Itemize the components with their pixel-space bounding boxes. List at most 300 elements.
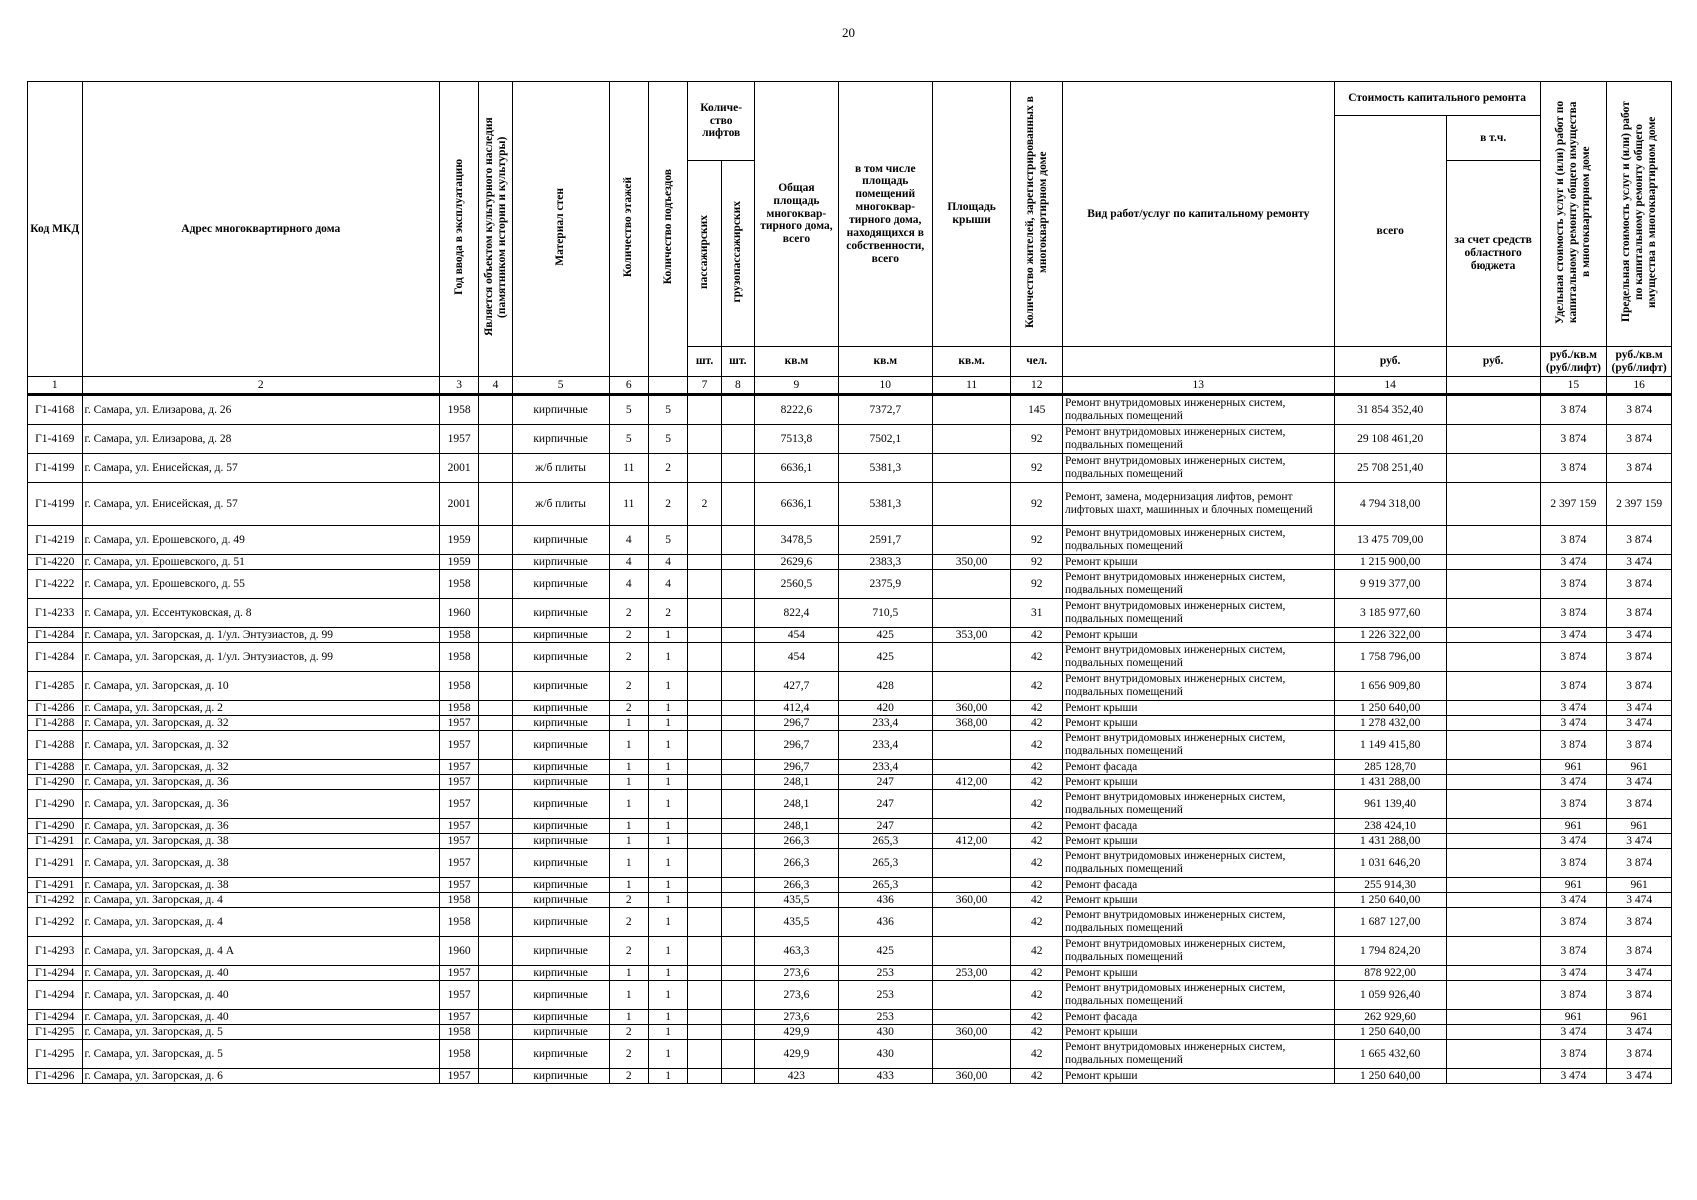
cell-lifts-passenger: 2 xyxy=(688,483,721,526)
cell-lifts-passenger xyxy=(688,878,721,893)
cell-lifts-cargo xyxy=(721,760,754,775)
table-row xyxy=(28,454,1672,483)
cell-cost-total: 878 922,00 xyxy=(1334,966,1446,981)
cell-residents: 42 xyxy=(1011,1025,1063,1040)
cell-area-total: 2560,5 xyxy=(755,570,839,599)
cell-lifts-passenger xyxy=(688,672,721,701)
cell-walls: кирпичные xyxy=(512,849,609,878)
unit-area-owned: кв.м xyxy=(838,347,932,377)
cell-area-owned: 425 xyxy=(838,937,932,966)
cell-area-owned: 425 xyxy=(838,643,932,672)
cell-address: г. Самара, ул. Загорская, д. 6 xyxy=(82,1069,439,1084)
page-number: 20 xyxy=(842,25,855,40)
col-number: 8 xyxy=(721,377,754,395)
cell-unit-cost: 3 874 xyxy=(1540,937,1607,966)
col-header-kod: Код МКД xyxy=(28,82,83,377)
cell-year: 1957 xyxy=(439,819,478,834)
cell-heritage xyxy=(479,1069,512,1084)
col-header-area-owned: в том числе площадь помещений многоквар-тирного дома, находящихся в собственности, всего xyxy=(838,82,932,347)
cell-entrances: 5 xyxy=(648,526,687,555)
cell-lifts-cargo xyxy=(721,599,754,628)
cell-work-type: Ремонт крыши xyxy=(1062,966,1334,981)
cell-kod: Г1-4199 xyxy=(28,454,83,483)
cell-roof-area: 350,00 xyxy=(932,555,1011,570)
cell-work-type: Ремонт внутридомовых инженерных систем, подвальных помещений xyxy=(1062,908,1334,937)
cell-kod: Г1-4290 xyxy=(28,790,83,819)
cell-year: 1959 xyxy=(439,555,478,570)
cell-cost-total: 238 424,10 xyxy=(1334,819,1446,834)
cell-cost-total: 1 758 796,00 xyxy=(1334,643,1446,672)
cell-entrances: 1 xyxy=(648,981,687,1010)
cell-work-type: Ремонт крыши xyxy=(1062,1069,1334,1084)
cell-roof-area xyxy=(932,908,1011,937)
cell-area-owned: 420 xyxy=(838,701,932,716)
cell-work-type: Ремонт, замена, модернизация лифтов, ремонт лифтовых шахт, машинных и блочных помещений xyxy=(1062,483,1334,526)
cell-year: 1958 xyxy=(439,893,478,908)
table-row xyxy=(28,908,1672,937)
cell-area-total: 2629,6 xyxy=(755,555,839,570)
cell-unit-cost: 961 xyxy=(1540,819,1607,834)
cell-kod: Г1-4288 xyxy=(28,760,83,775)
cell-unit-cost: 3 874 xyxy=(1540,570,1607,599)
cell-kod: Г1-4219 xyxy=(28,526,83,555)
cell-roof-area xyxy=(932,599,1011,628)
cell-year: 2001 xyxy=(439,454,478,483)
cell-floors: 1 xyxy=(609,966,648,981)
cell-entrances: 1 xyxy=(648,775,687,790)
cell-unit-cost: 961 xyxy=(1540,760,1607,775)
cell-limit-cost: 3 474 xyxy=(1607,775,1672,790)
cell-cost-total: 255 914,30 xyxy=(1334,878,1446,893)
cell-lifts-passenger xyxy=(688,395,721,425)
cell-cost-total: 1 431 288,00 xyxy=(1334,834,1446,849)
cell-lifts-passenger xyxy=(688,790,721,819)
cell-area-owned: 7372,7 xyxy=(838,395,932,425)
cell-entrances: 1 xyxy=(648,834,687,849)
cell-cost-total: 1 278 432,00 xyxy=(1334,716,1446,731)
cell-roof-area xyxy=(932,760,1011,775)
cell-walls: кирпичные xyxy=(512,878,609,893)
cell-cost-region xyxy=(1446,555,1540,570)
cell-area-owned: 436 xyxy=(838,908,932,937)
cell-roof-area xyxy=(932,731,1011,760)
cell-work-type: Ремонт внутридомовых инженерных систем, подвальных помещений xyxy=(1062,849,1334,878)
cell-limit-cost: 3 474 xyxy=(1607,716,1672,731)
cell-year: 1957 xyxy=(439,775,478,790)
cell-residents: 92 xyxy=(1011,555,1063,570)
col-header-cost-total: всего xyxy=(1334,116,1446,347)
cell-heritage xyxy=(479,570,512,599)
cell-roof-area xyxy=(932,395,1011,425)
cell-lifts-passenger xyxy=(688,701,721,716)
table-row xyxy=(28,643,1672,672)
cell-limit-cost: 3 474 xyxy=(1607,701,1672,716)
cell-cost-total: 1 250 640,00 xyxy=(1334,1069,1446,1084)
cell-floors: 2 xyxy=(609,628,648,643)
table-row xyxy=(28,701,1672,716)
cell-floors: 2 xyxy=(609,893,648,908)
cell-cost-region xyxy=(1446,775,1540,790)
cell-heritage xyxy=(479,1025,512,1040)
cell-year: 1957 xyxy=(439,425,478,454)
cell-area-total: 273,6 xyxy=(755,966,839,981)
cell-unit-cost: 3 874 xyxy=(1540,526,1607,555)
cell-walls: кирпичные xyxy=(512,395,609,425)
cell-floors: 1 xyxy=(609,790,648,819)
cell-lifts-cargo xyxy=(721,790,754,819)
cell-cost-total: 1 149 415,80 xyxy=(1334,731,1446,760)
cell-kod: Г1-4291 xyxy=(28,878,83,893)
cell-year: 1958 xyxy=(439,628,478,643)
cell-cost-total: 25 708 251,40 xyxy=(1334,454,1446,483)
cell-lifts-passenger xyxy=(688,819,721,834)
cell-area-owned: 233,4 xyxy=(838,760,932,775)
cell-kod: Г1-4284 xyxy=(28,643,83,672)
cell-walls: кирпичные xyxy=(512,834,609,849)
cell-kod: Г1-4285 xyxy=(28,672,83,701)
cell-area-total: 454 xyxy=(755,643,839,672)
cell-heritage xyxy=(479,643,512,672)
unit-unit-cost: руб./кв.м (руб/лифт) xyxy=(1540,347,1607,377)
cell-walls: кирпичные xyxy=(512,819,609,834)
cell-address: г. Самара, ул. Загорская, д. 36 xyxy=(82,790,439,819)
cell-unit-cost: 3 474 xyxy=(1540,628,1607,643)
cell-unit-cost: 3 474 xyxy=(1540,1025,1607,1040)
unit-residents: чел. xyxy=(1011,347,1063,377)
cell-area-owned: 2591,7 xyxy=(838,526,932,555)
cell-cost-region xyxy=(1446,526,1540,555)
cell-floors: 1 xyxy=(609,834,648,849)
cell-residents: 42 xyxy=(1011,1040,1063,1069)
cell-work-type: Ремонт фасада xyxy=(1062,760,1334,775)
cell-floors: 2 xyxy=(609,643,648,672)
cell-walls: кирпичные xyxy=(512,775,609,790)
cell-limit-cost: 3 474 xyxy=(1607,628,1672,643)
cell-limit-cost: 3 874 xyxy=(1607,425,1672,454)
cell-limit-cost: 961 xyxy=(1607,760,1672,775)
cell-address: г. Самара, ул. Загорская, д. 32 xyxy=(82,731,439,760)
cell-cost-total: 9 919 377,00 xyxy=(1334,570,1446,599)
cell-work-type: Ремонт внутридомовых инженерных систем, подвальных помещений xyxy=(1062,1040,1334,1069)
cell-cost-region xyxy=(1446,731,1540,760)
cell-cost-total: 1 250 640,00 xyxy=(1334,701,1446,716)
cell-address: г. Самара, ул. Загорская, д. 4 xyxy=(82,893,439,908)
cell-lifts-passenger xyxy=(688,1025,721,1040)
cell-floors: 5 xyxy=(609,395,648,425)
cell-unit-cost: 961 xyxy=(1540,1010,1607,1025)
cell-lifts-passenger xyxy=(688,570,721,599)
cell-lifts-cargo xyxy=(721,775,754,790)
cell-area-owned: 430 xyxy=(838,1040,932,1069)
col-number: 15 xyxy=(1540,377,1607,395)
cell-limit-cost: 3 874 xyxy=(1607,454,1672,483)
cell-heritage xyxy=(479,981,512,1010)
cell-area-total: 412,4 xyxy=(755,701,839,716)
cell-work-type: Ремонт внутридомовых инженерных систем, подвальных помещений xyxy=(1062,599,1334,628)
table-row xyxy=(28,981,1672,1010)
cell-area-owned: 253 xyxy=(838,1010,932,1025)
cell-work-type: Ремонт внутридомовых инженерных систем, подвальных помещений xyxy=(1062,526,1334,555)
cell-area-total: 266,3 xyxy=(755,834,839,849)
cell-work-type: Ремонт внутридомовых инженерных систем, подвальных помещений xyxy=(1062,454,1334,483)
cell-lifts-cargo xyxy=(721,966,754,981)
cell-entrances: 1 xyxy=(648,937,687,966)
cell-address: г. Самара, ул. Загорская, д. 32 xyxy=(82,760,439,775)
cell-walls: кирпичные xyxy=(512,643,609,672)
cell-floors: 2 xyxy=(609,672,648,701)
cell-address: г. Самара, ул. Загорская, д. 32 xyxy=(82,716,439,731)
cell-cost-total: 1 431 288,00 xyxy=(1334,775,1446,790)
cell-floors: 1 xyxy=(609,819,648,834)
cell-cost-total: 1 059 926,40 xyxy=(1334,981,1446,1010)
table-row xyxy=(28,672,1672,701)
cell-year: 1958 xyxy=(439,672,478,701)
cell-work-type: Ремонт внутридомовых инженерных систем, подвальных помещений xyxy=(1062,643,1334,672)
cell-cost-region xyxy=(1446,893,1540,908)
cell-residents: 42 xyxy=(1011,716,1063,731)
cell-unit-cost: 3 474 xyxy=(1540,555,1607,570)
cell-year: 1958 xyxy=(439,395,478,425)
table-row xyxy=(28,966,1672,981)
col-header-walls: Материал стен xyxy=(512,82,609,377)
col-number: 4 xyxy=(479,377,512,395)
cell-lifts-cargo xyxy=(721,425,754,454)
cell-entrances: 4 xyxy=(648,570,687,599)
cell-lifts-cargo xyxy=(721,628,754,643)
col-header-lifts-cargo: грузопассажирских xyxy=(721,161,754,347)
cell-year: 1957 xyxy=(439,716,478,731)
cell-area-total: 429,9 xyxy=(755,1040,839,1069)
cell-cost-region xyxy=(1446,672,1540,701)
cell-area-total: 6636,1 xyxy=(755,483,839,526)
cell-cost-region xyxy=(1446,701,1540,716)
cell-heritage xyxy=(479,425,512,454)
table-header xyxy=(28,82,1672,395)
cell-cost-region xyxy=(1446,599,1540,628)
cell-address: г. Самара, ул. Загорская, д. 4 xyxy=(82,908,439,937)
cell-area-total: 427,7 xyxy=(755,672,839,701)
cell-limit-cost: 3 874 xyxy=(1607,395,1672,425)
cell-lifts-passenger xyxy=(688,454,721,483)
col-header-cost-region: за счет средств областного бюджета xyxy=(1446,161,1540,347)
cell-roof-area xyxy=(932,643,1011,672)
col-number: 3 xyxy=(439,377,478,395)
cell-area-total: 266,3 xyxy=(755,849,839,878)
cell-address: г. Самара, ул. Загорская, д. 1/ул. Энтузиастов, д. 99 xyxy=(82,628,439,643)
cell-heritage xyxy=(479,893,512,908)
cell-entrances: 1 xyxy=(648,908,687,937)
cell-unit-cost: 3 474 xyxy=(1540,893,1607,908)
cell-cost-total: 31 854 352,40 xyxy=(1334,395,1446,425)
cell-area-total: 8222,6 xyxy=(755,395,839,425)
col-header-floors: Количество этажей xyxy=(609,82,648,377)
cell-lifts-cargo xyxy=(721,672,754,701)
cell-area-total: 273,6 xyxy=(755,981,839,1010)
cell-area-owned: 425 xyxy=(838,628,932,643)
cell-area-owned: 247 xyxy=(838,790,932,819)
cell-entrances: 1 xyxy=(648,878,687,893)
cell-limit-cost: 3 874 xyxy=(1607,643,1672,672)
cell-heritage xyxy=(479,908,512,937)
cell-roof-area xyxy=(932,425,1011,454)
cell-limit-cost: 961 xyxy=(1607,1010,1672,1025)
cell-roof-area xyxy=(932,849,1011,878)
col-header-lifts-group: Количе-ство лифтов xyxy=(688,82,755,161)
cell-limit-cost: 3 874 xyxy=(1607,790,1672,819)
cell-work-type: Ремонт внутридомовых инженерных систем, подвальных помещений xyxy=(1062,981,1334,1010)
cell-cost-region xyxy=(1446,966,1540,981)
cell-walls: кирпичные xyxy=(512,701,609,716)
cell-residents: 42 xyxy=(1011,790,1063,819)
cell-residents: 42 xyxy=(1011,760,1063,775)
cell-residents: 92 xyxy=(1011,483,1063,526)
cell-year: 1957 xyxy=(439,790,478,819)
col-header-unit-cost: Удельная стоимость услуг и (или) работ по капитальному ремонту общего имущества в многоквартирном доме xyxy=(1540,82,1607,347)
cell-floors: 2 xyxy=(609,599,648,628)
cell-lifts-cargo xyxy=(721,1025,754,1040)
cell-lifts-cargo xyxy=(721,570,754,599)
col-number: 9 xyxy=(755,377,839,395)
cell-area-owned: 2383,3 xyxy=(838,555,932,570)
cell-roof-area xyxy=(932,937,1011,966)
cell-lifts-passenger xyxy=(688,893,721,908)
cell-heritage xyxy=(479,878,512,893)
cell-unit-cost: 3 874 xyxy=(1540,454,1607,483)
cell-limit-cost: 3 874 xyxy=(1607,1040,1672,1069)
cell-cost-total: 1 250 640,00 xyxy=(1334,1025,1446,1040)
cell-residents: 92 xyxy=(1011,526,1063,555)
cell-roof-area xyxy=(932,570,1011,599)
cell-kod: Г1-4290 xyxy=(28,775,83,790)
table-row xyxy=(28,599,1672,628)
cell-kod: Г1-4286 xyxy=(28,701,83,716)
cell-area-owned: 253 xyxy=(838,966,932,981)
cell-floors: 4 xyxy=(609,526,648,555)
col-number: 11 xyxy=(932,377,1011,395)
cell-lifts-cargo xyxy=(721,526,754,555)
cell-unit-cost: 3 874 xyxy=(1540,395,1607,425)
cell-entrances: 2 xyxy=(648,483,687,526)
cell-residents: 42 xyxy=(1011,878,1063,893)
cell-walls: кирпичные xyxy=(512,628,609,643)
cell-area-owned: 7502,1 xyxy=(838,425,932,454)
cell-area-total: 296,7 xyxy=(755,760,839,775)
cell-roof-area: 360,00 xyxy=(932,1069,1011,1084)
cell-limit-cost: 3 874 xyxy=(1607,526,1672,555)
cell-lifts-passenger xyxy=(688,937,721,966)
cell-year: 1957 xyxy=(439,878,478,893)
table-row xyxy=(28,1040,1672,1069)
cell-work-type: Ремонт крыши xyxy=(1062,1025,1334,1040)
cell-area-owned: 2375,9 xyxy=(838,570,932,599)
col-header-area-total: Общая площадь многоквар-тирного дома, всего xyxy=(755,82,839,347)
cell-address: г. Самара, ул. Ерошевского, д. 55 xyxy=(82,570,439,599)
cell-cost-region xyxy=(1446,643,1540,672)
cell-cost-total: 961 139,40 xyxy=(1334,790,1446,819)
cell-entrances: 1 xyxy=(648,672,687,701)
cell-unit-cost: 3 874 xyxy=(1540,790,1607,819)
cell-residents: 42 xyxy=(1011,819,1063,834)
table-row xyxy=(28,570,1672,599)
cell-lifts-passenger xyxy=(688,834,721,849)
cell-cost-region xyxy=(1446,908,1540,937)
cell-area-owned: 5381,3 xyxy=(838,483,932,526)
cell-floors: 4 xyxy=(609,570,648,599)
cell-floors: 1 xyxy=(609,716,648,731)
cell-unit-cost: 3 874 xyxy=(1540,1040,1607,1069)
col-number: 10 xyxy=(838,377,932,395)
cell-lifts-passenger xyxy=(688,775,721,790)
cell-area-total: 3478,5 xyxy=(755,526,839,555)
col-number: 16 xyxy=(1607,377,1672,395)
cell-address: г. Самара, ул. Загорская, д. 5 xyxy=(82,1025,439,1040)
cell-heritage xyxy=(479,1040,512,1069)
cell-walls: кирпичные xyxy=(512,893,609,908)
cell-area-owned: 710,5 xyxy=(838,599,932,628)
cell-lifts-cargo xyxy=(721,1069,754,1084)
cell-lifts-cargo xyxy=(721,483,754,526)
cell-cost-total: 1 215 900,00 xyxy=(1334,555,1446,570)
col-header-limit-cost: Предельная стоимость услуг и (или) работ по капитальному ремонту общего имущества в многоквартирном доме xyxy=(1607,82,1672,347)
cell-year: 1957 xyxy=(439,1069,478,1084)
cell-roof-area xyxy=(932,790,1011,819)
cell-unit-cost: 3 474 xyxy=(1540,716,1607,731)
cell-work-type: Ремонт внутридомовых инженерных систем, подвальных помещений xyxy=(1062,570,1334,599)
cell-entrances: 1 xyxy=(648,966,687,981)
cell-address: г. Самара, ул. Загорская, д. 1/ул. Энтузиастов, д. 99 xyxy=(82,643,439,672)
cell-cost-total: 3 185 977,60 xyxy=(1334,599,1446,628)
cell-limit-cost: 3 474 xyxy=(1607,893,1672,908)
cell-address: г. Самара, ул. Ерошевского, д. 49 xyxy=(82,526,439,555)
cell-area-total: 463,3 xyxy=(755,937,839,966)
cell-work-type: Ремонт внутридомовых инженерных систем, подвальных помещений xyxy=(1062,731,1334,760)
cell-roof-area xyxy=(932,1040,1011,1069)
cell-unit-cost: 3 474 xyxy=(1540,834,1607,849)
cell-work-type: Ремонт фасада xyxy=(1062,1010,1334,1025)
cell-heritage xyxy=(479,834,512,849)
col-number: 1 xyxy=(28,377,83,395)
cell-work-type: Ремонт внутридомовых инженерных систем, подвальных помещений xyxy=(1062,395,1334,425)
cell-limit-cost: 961 xyxy=(1607,878,1672,893)
cell-floors: 1 xyxy=(609,878,648,893)
cell-residents: 42 xyxy=(1011,937,1063,966)
cell-limit-cost: 3 474 xyxy=(1607,1069,1672,1084)
cell-year: 1957 xyxy=(439,1010,478,1025)
cell-year: 1957 xyxy=(439,834,478,849)
cell-unit-cost: 961 xyxy=(1540,878,1607,893)
cell-residents: 92 xyxy=(1011,425,1063,454)
col-header-roof-area: Площадь крыши xyxy=(932,82,1011,347)
cell-entrances: 4 xyxy=(648,555,687,570)
cell-limit-cost: 3 474 xyxy=(1607,1025,1672,1040)
cell-lifts-cargo xyxy=(721,643,754,672)
cell-kod: Г1-4295 xyxy=(28,1040,83,1069)
cell-cost-total: 1 250 640,00 xyxy=(1334,893,1446,908)
cell-unit-cost: 3 474 xyxy=(1540,1069,1607,1084)
cell-entrances: 1 xyxy=(648,790,687,819)
cell-area-owned: 265,3 xyxy=(838,878,932,893)
cell-year: 1958 xyxy=(439,701,478,716)
cell-address: г. Самара, ул. Загорская, д. 2 xyxy=(82,701,439,716)
cell-walls: ж/б плиты xyxy=(512,483,609,526)
cell-year: 1958 xyxy=(439,1025,478,1040)
cell-cost-total: 1 031 646,20 xyxy=(1334,849,1446,878)
cell-work-type: Ремонт внутридомовых инженерных систем, подвальных помещений xyxy=(1062,790,1334,819)
cell-heritage xyxy=(479,760,512,775)
unit-limit-cost: руб./кв.м (руб/лифт) xyxy=(1607,347,1672,377)
cell-limit-cost: 3 874 xyxy=(1607,672,1672,701)
cell-year: 1960 xyxy=(439,599,478,628)
